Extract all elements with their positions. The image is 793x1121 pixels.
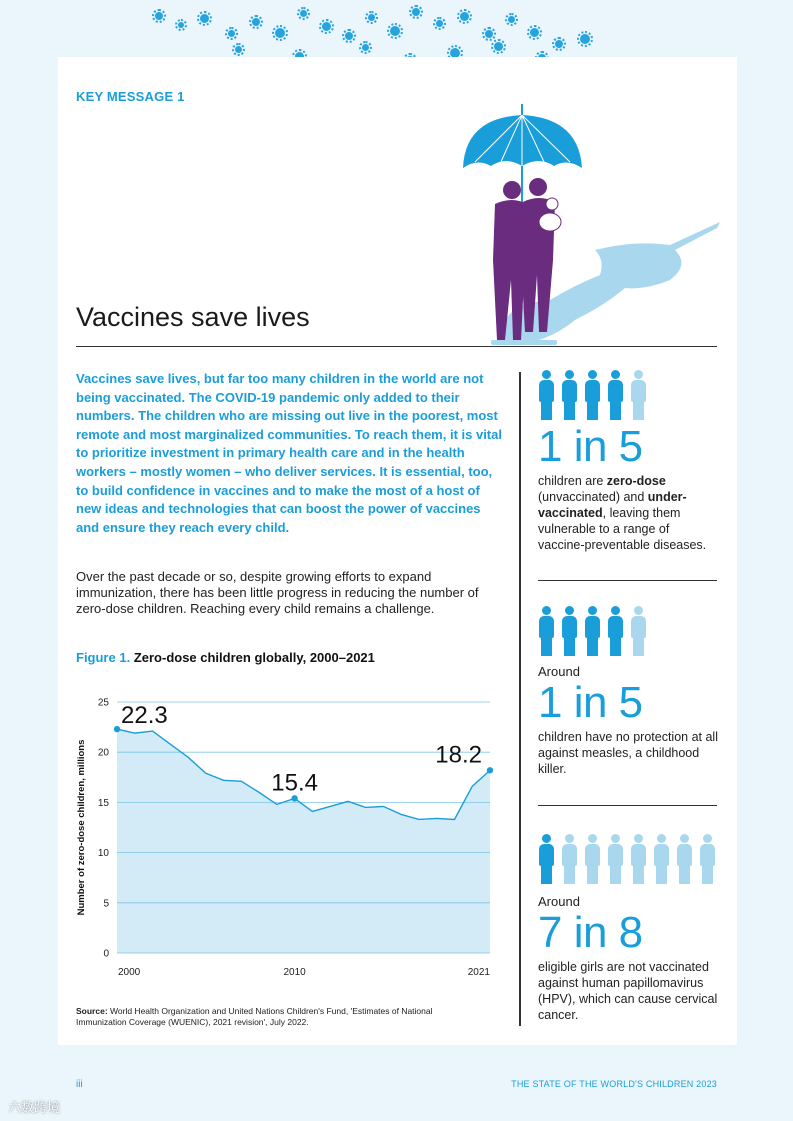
people-icons-2 bbox=[538, 606, 647, 656]
person-icon bbox=[561, 370, 578, 420]
source-text: World Health Organization and United Nations Children's Fund, 'Estimates of National Immunization Coverage (WUENIC), 2021 revision', July 2022. bbox=[76, 1006, 433, 1027]
person-icon bbox=[630, 606, 647, 656]
person-icon bbox=[630, 370, 647, 420]
person-icon bbox=[584, 370, 601, 420]
desc-part: children are bbox=[538, 474, 607, 488]
data-point-marker bbox=[487, 767, 493, 773]
key-message-label: KEY MESSAGE 1 bbox=[76, 89, 185, 104]
stat-separator bbox=[538, 580, 717, 581]
virus-icon bbox=[252, 18, 260, 26]
x-tick-label: 2021 bbox=[467, 967, 490, 978]
data-label: 22.3 bbox=[121, 702, 168, 730]
data-label: 18.2 bbox=[435, 741, 482, 769]
virus-icon bbox=[555, 40, 563, 48]
stat-prefix: Around bbox=[538, 894, 580, 909]
stat-zero-dose bbox=[538, 422, 718, 553]
y-tick-label: 20 bbox=[97, 747, 109, 759]
desc-part: , leaving them vulnerable to a range of vaccine-preventable diseases. bbox=[538, 506, 707, 552]
stat-prefix: Around bbox=[538, 664, 580, 679]
data-point-marker bbox=[114, 726, 120, 732]
figure-label: Figure 1. bbox=[76, 650, 131, 665]
people-icons-1 bbox=[538, 370, 647, 420]
virus-icon bbox=[460, 12, 469, 21]
person-icon bbox=[676, 834, 693, 884]
publication-title: THE STATE OF THE WORLD'S CHILDREN 2023 bbox=[511, 1079, 717, 1089]
figure-title bbox=[76, 650, 375, 665]
virus-icon bbox=[178, 22, 184, 28]
person-icon bbox=[584, 606, 601, 656]
virus-icon bbox=[322, 22, 331, 31]
virus-icon bbox=[368, 14, 375, 21]
data-label: 15.4 bbox=[271, 769, 318, 797]
umbrella-illustration bbox=[455, 100, 725, 365]
y-tick-label: 10 bbox=[97, 848, 109, 860]
x-tick-label: 2000 bbox=[118, 967, 141, 978]
stat-description bbox=[538, 473, 718, 553]
title-rule bbox=[76, 346, 717, 347]
figure-title-text: Zero-dose children globally, 2000–2021 bbox=[133, 650, 375, 665]
virus-icon bbox=[362, 44, 369, 51]
y-tick-label: 5 bbox=[103, 898, 109, 910]
virus-icon bbox=[530, 28, 539, 37]
stat-separator bbox=[538, 805, 717, 806]
source-label: Source: bbox=[76, 1006, 108, 1016]
stat-description: children have no protection at all against measles, a childhood killer. bbox=[538, 730, 718, 776]
people-icons-3 bbox=[538, 834, 716, 884]
virus-icon bbox=[580, 34, 590, 44]
virus-icon bbox=[345, 32, 353, 40]
watermark: 六数跨境 bbox=[8, 1100, 61, 1115]
virus-icon bbox=[275, 28, 285, 38]
person-icon bbox=[561, 606, 578, 656]
stat-description: eligible girls are not vaccinated against human papillomavirus (HPV), which can cause cervical cancer. bbox=[538, 960, 718, 1022]
virus-icon bbox=[200, 14, 209, 23]
figure-source bbox=[76, 1006, 476, 1028]
y-axis-label: Number of zero-dose children, millions bbox=[76, 739, 87, 916]
y-tick-label: 0 bbox=[103, 948, 109, 960]
sidebar-divider bbox=[519, 372, 521, 1026]
person-icon bbox=[538, 370, 555, 420]
stat-measles bbox=[538, 664, 718, 777]
baby-head bbox=[546, 198, 558, 210]
y-tick-label: 25 bbox=[97, 697, 109, 709]
person-icon bbox=[653, 834, 670, 884]
person-icon bbox=[538, 834, 555, 884]
virus-icon bbox=[155, 12, 163, 20]
stat-value: 1 in 5 bbox=[538, 678, 643, 727]
person-icon bbox=[607, 370, 624, 420]
virus-icon bbox=[508, 16, 515, 23]
desc-emphasis: zero-dose bbox=[606, 474, 666, 488]
stat-value: 7 in 8 bbox=[538, 908, 643, 957]
person-icon bbox=[699, 834, 716, 884]
virus-icon bbox=[228, 30, 235, 37]
person-icon bbox=[607, 834, 624, 884]
person-icon bbox=[538, 606, 555, 656]
person-icon bbox=[561, 834, 578, 884]
virus-icon bbox=[412, 8, 420, 16]
stat-hpv bbox=[538, 894, 718, 1023]
person-icon bbox=[607, 606, 624, 656]
y-tick-label: 15 bbox=[97, 797, 109, 809]
body-paragraph: Over the past decade or so, despite growing efforts to expand immunization, there has been little progress in reducing the number of zero-dose children. Reaching every child remains a challenge. bbox=[76, 569, 479, 616]
zero-dose-chart bbox=[70, 685, 510, 985]
virus-icon bbox=[436, 20, 443, 27]
virus-icon bbox=[485, 30, 493, 38]
stat-value: 1 in 5 bbox=[538, 422, 643, 471]
desc-part: (unvaccinated) and bbox=[538, 490, 648, 504]
lead-paragraph: Vaccines save lives, but far too many children in the world are not being vaccinated. The COVID-19 pandemic only added to their numbers. The children who are missing out live in the poorest, most remote and most marginalized communities. To reach them, it is vital to prioritize investment in primary health care and in the health workers – mostly women – who deliver services. It is essential, too, to build confidence in vaccines and to make the most of a host of new ideas and technologies that can boost the power of vaccines and ensure they reach every child. bbox=[76, 371, 502, 535]
area-fill bbox=[117, 729, 490, 953]
adult-head-2 bbox=[529, 178, 547, 196]
desc-emphasis: under-vaccinated bbox=[538, 490, 687, 520]
x-tick-label: 2010 bbox=[283, 967, 306, 978]
page-title: Vaccines save lives bbox=[76, 302, 310, 332]
adult-head-1 bbox=[503, 181, 521, 199]
virus-icon bbox=[390, 26, 400, 36]
person-icon bbox=[630, 834, 647, 884]
virus-icon bbox=[235, 46, 242, 53]
person-icon bbox=[584, 834, 601, 884]
virus-icon bbox=[300, 10, 307, 17]
virus-icon bbox=[494, 42, 503, 51]
page-number: iii bbox=[76, 1079, 83, 1090]
feet bbox=[491, 340, 557, 345]
baby-body bbox=[539, 213, 561, 231]
